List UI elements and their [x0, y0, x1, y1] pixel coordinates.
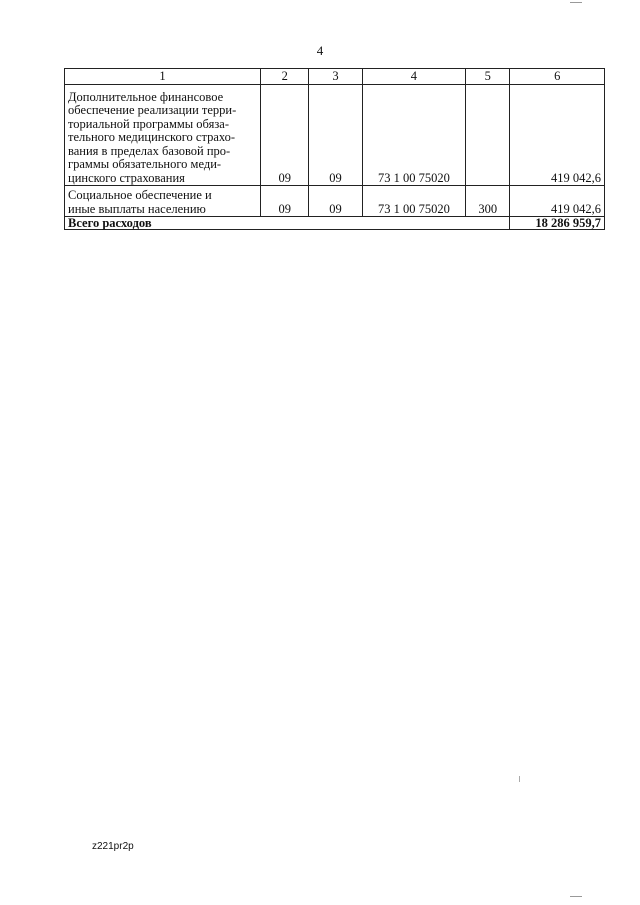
- row-name-line: ториальной программы обяза-: [68, 116, 229, 131]
- amount-cell: 419 042,6: [510, 186, 605, 217]
- expense-type-cell: [466, 85, 510, 186]
- row-name-line: обеспечение реализации терри-: [68, 103, 237, 117]
- row-name-line: граммы обязательного меди-: [68, 157, 222, 171]
- section-code-cell: 09: [261, 85, 309, 186]
- row-name-line: Социальное обеспечение и: [68, 188, 212, 202]
- total-label: Всего расходов: [65, 217, 510, 230]
- column-header: 3: [309, 69, 362, 85]
- amount-cell: 419 042,6: [510, 85, 605, 186]
- column-header: 4: [362, 69, 466, 85]
- expense-type-cell: 300: [466, 186, 510, 217]
- budget-table: [64, 68, 605, 230]
- scan-mark-top: [570, 2, 582, 3]
- subsection-code-cell: 09: [309, 85, 362, 186]
- target-article-cell: 73 1 00 75020: [362, 186, 466, 217]
- row-name-line: цинского страхования: [68, 170, 185, 185]
- table-row: [65, 85, 605, 186]
- table-header-row: [65, 69, 605, 85]
- section-code-cell: 09: [261, 186, 309, 217]
- row-name-line: тельного медицинского страхо-: [68, 130, 236, 144]
- column-header: 2: [261, 69, 309, 85]
- row-name-cell: [65, 85, 261, 186]
- column-header: 1: [65, 69, 261, 85]
- table-row: [65, 186, 605, 217]
- row-name-line: Дополнительное финансовое: [68, 89, 224, 104]
- column-header: 6: [510, 69, 605, 85]
- total-row: [65, 217, 605, 230]
- subsection-code-cell: 09: [309, 186, 362, 217]
- row-name-line: иные выплаты населению: [68, 201, 206, 216]
- scan-mark-bottom: [570, 896, 582, 897]
- target-article-cell: 73 1 00 75020: [362, 85, 466, 186]
- row-name-line: вания в пределах базовой про-: [68, 143, 231, 158]
- total-value: 18 286 959,7: [510, 217, 605, 230]
- page-number: 4: [316, 43, 324, 58]
- scan-mark-dot: [519, 776, 520, 782]
- row-name-cell: [65, 186, 261, 217]
- document-code: z221pr2p: [92, 841, 134, 852]
- column-header: 5: [466, 69, 510, 85]
